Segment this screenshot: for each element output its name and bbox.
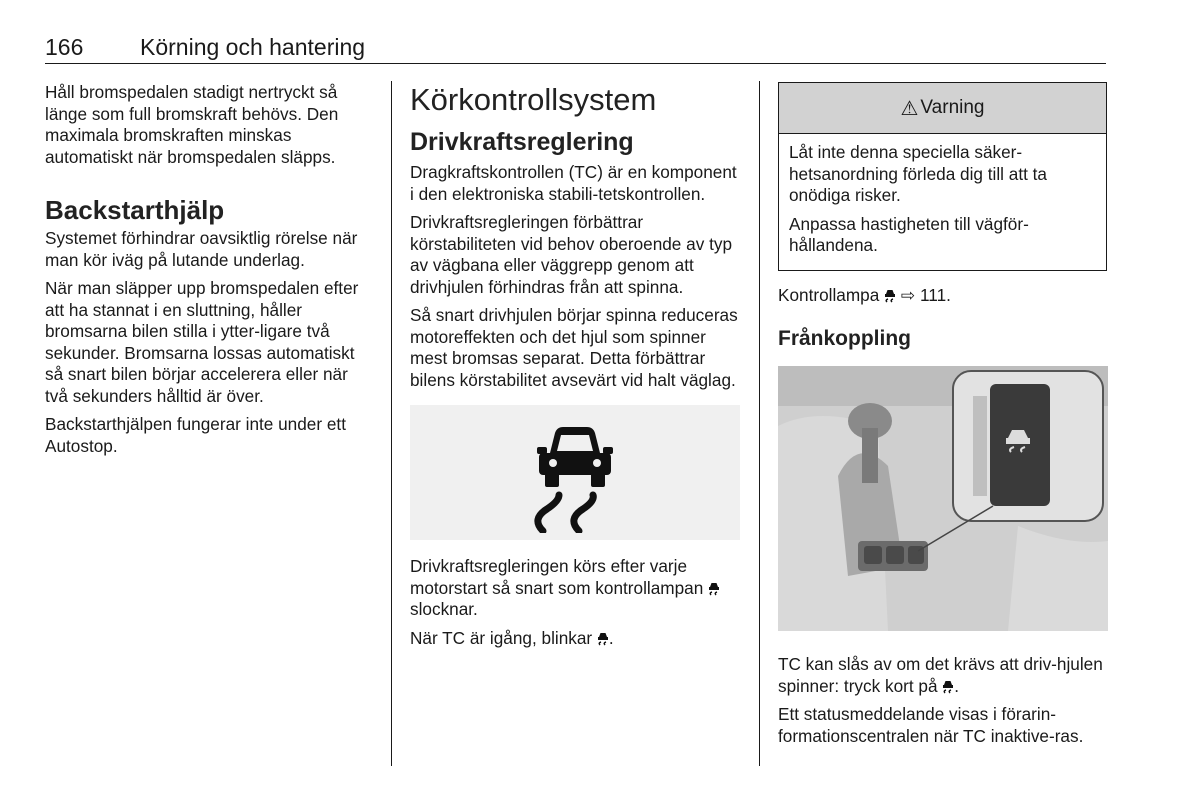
text-run: TC kan slås av om det krävs att driv-hjulen spinner: tryck kort på bbox=[778, 654, 1103, 696]
warning-paragraph: Anpassa hastigheten till vägför-hållandena. bbox=[789, 213, 1029, 255]
warning-body bbox=[779, 134, 1106, 270]
page-number: 166 bbox=[45, 34, 84, 60]
console-photo bbox=[778, 366, 1108, 631]
text-run: Drivkraftsregleringen körs efter varje motorstart så snart som kontrollampan bbox=[410, 556, 709, 598]
paragraph: Dragkraftskontrollen (TC) är en komponent i den elektroniska stabili-tetskontrollen. bbox=[410, 162, 737, 204]
text-run: slocknar. bbox=[410, 599, 478, 619]
text-run: . bbox=[954, 675, 960, 696]
section-heading-main: Körkontrollsystem bbox=[410, 82, 657, 117]
column-1 bbox=[45, 82, 375, 464]
paragraph: Ett statusmeddelande visas i förarin-formationscentralen när TC inaktive-ras. bbox=[778, 704, 1084, 746]
paragraph bbox=[410, 628, 740, 650]
section-heading-backstart: Backstarthjälp bbox=[45, 195, 225, 225]
text-run: När TC är igång, blinkar bbox=[410, 627, 597, 648]
column-2 bbox=[410, 82, 740, 656]
page-reference-arrow-icon: ⇨ bbox=[900, 284, 916, 305]
paragraph: Backstarthjälpen fungerar inte under ett Autostop. bbox=[45, 414, 346, 456]
cross-reference bbox=[778, 285, 1108, 307]
page-reference[interactable]: 111. bbox=[920, 284, 951, 305]
subsection-heading: Drivkraftsreglering bbox=[410, 128, 634, 156]
warning-header bbox=[779, 83, 1106, 134]
paragraph: Så snart drivhjulen börjar spinna reduceras motoreffekten och det hjul som spinner mest bromsas separat. Detta förbättrar bilens körstabilitet avsevärt vid halt väglag. bbox=[410, 305, 738, 390]
paragraph: Systemet förhindrar oavsiktlig rörelse när man kör iväg på lutande underlag. bbox=[45, 228, 358, 270]
text-run: Kontrollampa bbox=[778, 284, 885, 305]
warning-box bbox=[778, 82, 1107, 271]
intro-paragraph: Håll bromspedalen stadigt nertryckt så länge som full bromskraft behövs. Den maximala bromskraften minskas automatiskt när bromspedalen släpps. bbox=[45, 82, 339, 167]
paragraph bbox=[778, 654, 1108, 697]
subsection-heading-frankoppling: Frånkoppling bbox=[778, 327, 911, 350]
text-run: . bbox=[608, 627, 614, 648]
paragraph bbox=[410, 556, 740, 621]
paragraph: När man släpper upp bromspedalen efter att ha stannat i en sluttning, håller bromsarna bilen stilla i ytter-ligare två sekunder. Bromsarna lossas automatiskt så snart bilen börjar accelerera eller när två sekunders hålltid är över. bbox=[45, 278, 359, 406]
warning-paragraph: Låt inte denna speciella säker-hetsanordning förleda dig till att ta onödiga risker. bbox=[789, 142, 1047, 205]
traction-control-icon bbox=[942, 680, 954, 694]
column-divider-2 bbox=[759, 81, 760, 766]
column-3 bbox=[778, 82, 1108, 754]
column-divider-1 bbox=[391, 81, 392, 766]
chapter-title: Körning och hantering bbox=[140, 34, 366, 60]
header-divider bbox=[45, 63, 1106, 64]
warning-triangle-icon: ⚠ bbox=[900, 97, 919, 120]
traction-control-illustration bbox=[410, 405, 740, 540]
traction-control-icon bbox=[884, 289, 896, 303]
warning-title: Varning bbox=[920, 97, 985, 118]
paragraph: Drivkraftsregleringen förbättrar körstabiliteten vid behov oberoende av typ av vägbana eller väggrepp genom att drivhjulen förhindras från att spinna. bbox=[410, 212, 732, 297]
traction-control-icon bbox=[708, 582, 720, 596]
traction-control-icon bbox=[515, 413, 635, 533]
traction-control-icon bbox=[597, 632, 609, 646]
